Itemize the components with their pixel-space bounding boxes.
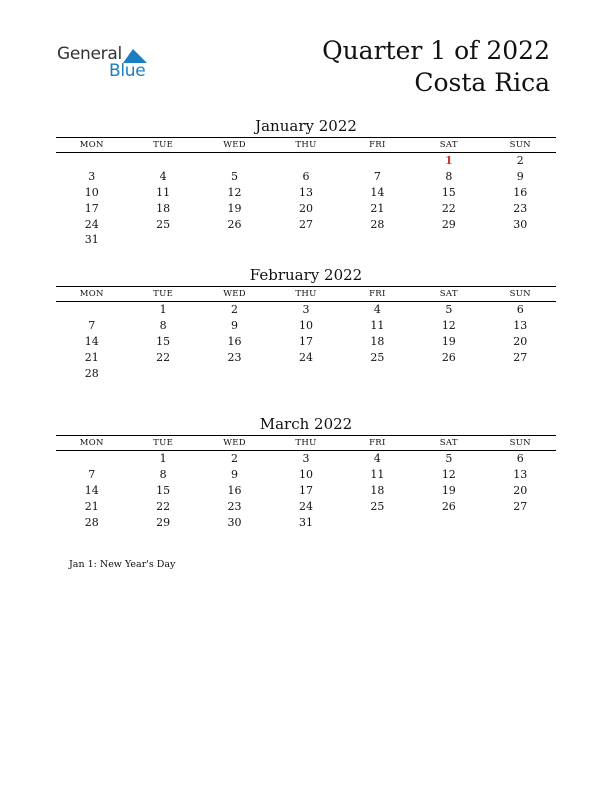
week-row [56, 498, 556, 514]
country-title: Costa Rica [414, 68, 550, 97]
weekday-header: WED [223, 140, 246, 150]
day-cell: 15 [156, 483, 171, 497]
day-cell: 13 [298, 185, 313, 199]
day-cell: 31 [298, 515, 313, 529]
day-cell: 20 [513, 334, 528, 348]
day-cell: 6 [516, 303, 524, 317]
weekday-header-row [56, 286, 556, 302]
weekday-header: TUE [153, 140, 174, 150]
day-cell: 19 [441, 334, 456, 348]
day-cell: 22 [156, 350, 171, 364]
week-row [56, 302, 556, 318]
logo-blue-text: Blue [109, 61, 146, 81]
day-cell: 4 [159, 170, 167, 184]
weekday-header: SUN [509, 438, 531, 448]
day-cell: 28 [84, 515, 99, 529]
weekday-header: SUN [509, 289, 531, 299]
week-row [56, 365, 556, 381]
day-cell: 17 [298, 483, 313, 497]
day-cell: 13 [513, 468, 528, 482]
logo-general-text: General [57, 44, 122, 64]
day-cell: 12 [227, 185, 242, 199]
day-cell: 4 [373, 303, 381, 317]
day-cell: 21 [84, 350, 99, 364]
day-cell: 18 [370, 483, 385, 497]
weekday-header-row [56, 137, 556, 153]
week-row [56, 334, 556, 350]
day-cell: 17 [84, 201, 99, 215]
week-row [56, 514, 556, 530]
week-row [56, 169, 556, 185]
day-cell: 21 [84, 499, 99, 513]
day-cell: 1 [159, 452, 167, 466]
day-cell: 23 [227, 499, 242, 513]
weekday-header: SUN [509, 140, 531, 150]
day-cell: 15 [441, 185, 456, 199]
day-cell: 5 [231, 170, 239, 184]
day-cell: 25 [370, 499, 385, 513]
day-cell: 5 [445, 303, 453, 317]
month-title: January 2022 [255, 117, 357, 135]
week-row [56, 483, 556, 499]
day-cell: 16 [227, 483, 242, 497]
day-cell: 23 [513, 201, 528, 215]
day-cell: 24 [298, 350, 313, 364]
generalblue-logo [57, 44, 157, 84]
day-cell: 9 [231, 319, 239, 333]
weekday-header: TUE [153, 438, 174, 448]
day-cell: 14 [84, 483, 99, 497]
day-cell: 27 [298, 217, 313, 231]
month-weeks [56, 302, 556, 381]
day-cell: 22 [441, 201, 456, 215]
week-row [56, 216, 556, 232]
week-row [56, 318, 556, 334]
day-cell: 28 [84, 366, 99, 380]
day-cell: 2 [231, 452, 239, 466]
day-cell: 9 [231, 468, 239, 482]
holiday-note: Jan 1: New Year's Day [69, 559, 176, 570]
day-cell: 30 [227, 515, 242, 529]
weekday-header: THU [295, 289, 317, 299]
day-cell: 12 [441, 319, 456, 333]
weekday-header: THU [295, 438, 317, 448]
day-cell: 20 [298, 201, 313, 215]
day-cell: 24 [84, 217, 99, 231]
month-calendar-march [56, 414, 556, 530]
day-cell: 4 [373, 452, 381, 466]
day-cell: 8 [159, 319, 167, 333]
day-cell: 11 [370, 468, 385, 482]
day-cell: 15 [156, 334, 171, 348]
day-cell: 20 [513, 483, 528, 497]
weekday-header: FRI [369, 438, 386, 448]
day-cell: 26 [441, 350, 456, 364]
day-cell: 25 [156, 217, 171, 231]
day-cell: 29 [156, 515, 171, 529]
week-row [56, 451, 556, 467]
week-row [56, 153, 556, 169]
day-cell: 27 [513, 499, 528, 513]
day-cell: 10 [84, 185, 99, 199]
day-cell: 12 [441, 468, 456, 482]
day-cell: 19 [227, 201, 242, 215]
holiday-notes [69, 559, 175, 570]
month-calendar-january [56, 116, 556, 248]
weekday-header-row [56, 435, 556, 451]
week-row [56, 200, 556, 216]
day-cell: 19 [441, 483, 456, 497]
day-cell: 11 [156, 185, 171, 199]
day-cell: 28 [370, 217, 385, 231]
weekday-header: THU [295, 140, 317, 150]
month-calendar-february [56, 265, 556, 381]
day-cell: 23 [227, 350, 242, 364]
day-cell: 3 [302, 452, 310, 466]
day-cell: 18 [370, 334, 385, 348]
day-cell: 9 [516, 170, 524, 184]
week-row [56, 232, 556, 248]
month-weeks [56, 153, 556, 248]
day-cell: 6 [302, 170, 310, 184]
weekday-header: TUE [153, 289, 174, 299]
day-cell: 22 [156, 499, 171, 513]
day-cell: 7 [373, 170, 381, 184]
day-cell: 16 [513, 185, 528, 199]
weekday-header: MON [79, 289, 104, 299]
day-cell: 2 [516, 154, 524, 168]
day-cell: 17 [298, 334, 313, 348]
month-weeks [56, 451, 556, 530]
day-cell: 8 [445, 170, 453, 184]
weekday-header: FRI [369, 289, 386, 299]
day-cell: 27 [513, 350, 528, 364]
week-row [56, 185, 556, 201]
day-cell: 2 [231, 303, 239, 317]
day-cell: 14 [370, 185, 385, 199]
day-cell: 18 [156, 201, 171, 215]
day-cell: 7 [88, 319, 96, 333]
day-cell: 26 [227, 217, 242, 231]
weekday-header: MON [79, 438, 104, 448]
day-cell: 1 [159, 303, 167, 317]
month-title: March 2022 [259, 415, 353, 433]
day-cell: 10 [298, 319, 313, 333]
day-cell: 29 [441, 217, 456, 231]
day-cell: 5 [445, 452, 453, 466]
weekday-header: WED [223, 438, 246, 448]
day-cell: 16 [227, 334, 242, 348]
day-cell: 14 [84, 334, 99, 348]
day-cell: 11 [370, 319, 385, 333]
weekday-header: FRI [369, 140, 386, 150]
day-cell: 24 [298, 499, 313, 513]
week-row [56, 349, 556, 365]
day-cell: 30 [513, 217, 528, 231]
weekday-header: SAT [439, 438, 458, 448]
day-cell: 8 [159, 468, 167, 482]
day-cell: 10 [298, 468, 313, 482]
day-cell: 13 [513, 319, 528, 333]
weekday-header: MON [79, 140, 104, 150]
day-cell: 31 [84, 233, 99, 247]
weekday-header: SAT [439, 140, 458, 150]
week-row [56, 467, 556, 483]
day-cell: 21 [370, 201, 385, 215]
weekday-header: WED [223, 289, 246, 299]
day-cell: 25 [370, 350, 385, 364]
day-cell: 3 [302, 303, 310, 317]
month-title: February 2022 [249, 266, 363, 284]
day-cell: 6 [516, 452, 524, 466]
day-cell: 26 [441, 499, 456, 513]
day-cell: 7 [88, 468, 96, 482]
day-cell: 3 [88, 170, 96, 184]
day-cell: 1 [444, 154, 453, 168]
page-title: Quarter 1 of 2022 [322, 36, 550, 65]
weekday-header: SAT [439, 289, 458, 299]
